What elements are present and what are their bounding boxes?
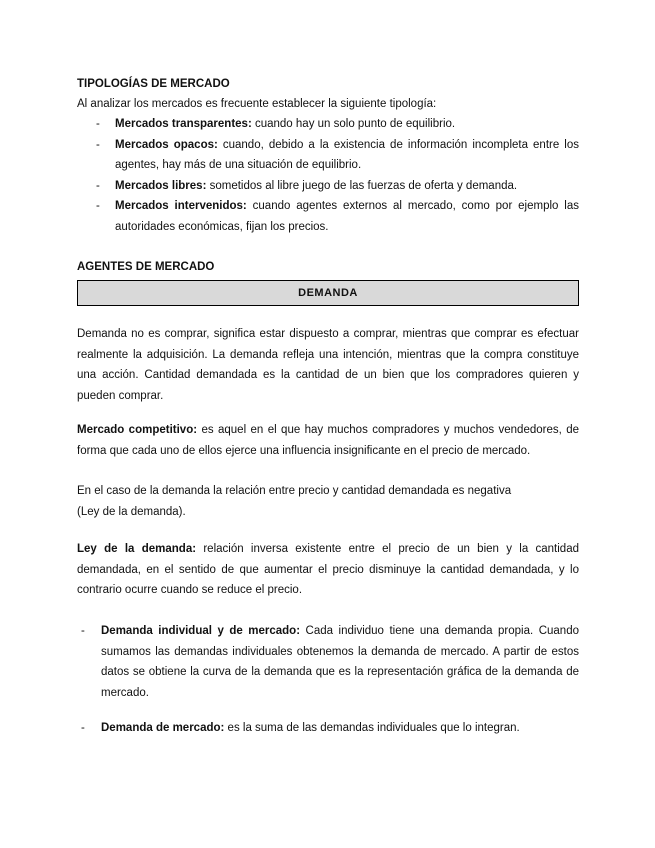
list-item xyxy=(77,135,579,176)
bullet-dash: - xyxy=(81,722,85,734)
list-item xyxy=(77,114,579,135)
bullet-dash: - xyxy=(96,200,100,212)
relacion-line-2: (Ley de la demanda). xyxy=(77,505,186,518)
demanda-list-1 xyxy=(77,621,579,703)
item-term: Mercados transparentes: xyxy=(115,118,252,130)
list-item xyxy=(77,718,579,739)
item-text: cuando, debido a la existencia de información incompleta entre los agentes, hay más de una situación de equilibrio. xyxy=(115,138,579,171)
list-item xyxy=(77,176,579,197)
paragraph-mercado-competitivo xyxy=(77,420,579,461)
demanda-list-2 xyxy=(77,718,579,739)
bullet-dash: - xyxy=(81,625,85,637)
paragraph-ley-demanda xyxy=(77,539,579,601)
list-item xyxy=(77,196,579,237)
item-term: Mercados opacos: xyxy=(115,138,218,151)
item-term: Mercados libres: xyxy=(115,179,207,192)
demanda-banner xyxy=(77,280,579,306)
item-text: Cada individuo tiene una demanda propia. Cuando sumamos las demandas individuales obtenemos la demanda de mercado. A partir de estos datos se obtiene la curva de la demanda que es la representación gráfica de la demanda de mercado. xyxy=(101,625,579,699)
tipologias-list xyxy=(77,114,579,237)
agentes-heading: AGENTES DE MERCADO xyxy=(77,261,215,273)
tipologias-intro: Al analizar los mercados es frecuente establecer la siguiente tipología: xyxy=(77,98,437,110)
bullet-dash: - xyxy=(96,179,100,192)
item-text: cuando agentes externos al mercado, como por ejemplo las autoridades económicas, fijan los precios. xyxy=(115,200,580,233)
tipologias-heading: TIPOLOGÍAS DE MERCADO xyxy=(77,78,230,90)
text-ley-demanda: relación inversa existente entre el precio de un bien y la cantidad demandada, en el sentido de que aumentar el precio disminuye la cantidad demandada, y lo contrario ocurre cuando se reduce el precio. xyxy=(77,543,579,596)
paragraph-relacion xyxy=(77,481,579,522)
relacion-line-1: En el caso de la demanda la relación entre precio y cantidad demandada es negativa xyxy=(77,485,512,497)
banner-title: DEMANDA xyxy=(298,287,358,299)
list-item xyxy=(77,621,579,703)
item-term: Demanda de mercado: xyxy=(101,722,225,734)
term-ley-demanda: Ley de la demanda: xyxy=(77,543,197,555)
bullet-dash: - xyxy=(96,138,100,151)
bullet-dash: - xyxy=(96,118,100,130)
item-text: sometidos al libre juego de las fuerzas de oferta y demanda. xyxy=(206,179,518,192)
term-mercado-competitivo: Mercado competitivo: xyxy=(77,424,198,436)
item-term: Mercados intervenidos: xyxy=(115,200,247,212)
item-text: cuando hay un solo punto de equilibrio. xyxy=(251,118,456,130)
item-text: es la suma de las demandas individuales que lo integran. xyxy=(224,722,520,734)
paragraph-definicion: Demanda no es comprar, significa estar dispuesto a comprar, mientras que comprar es efectuar realmente la adquisición. La demanda refleja una intención, mientras que la compra constituye una acción. Cantidad demandada es la cantidad de un bien que los compradores quieren y pueden comprar. xyxy=(77,328,579,402)
item-term: Demanda individual y de mercado: xyxy=(101,625,301,637)
text-mercado-competitivo: es aquel en el que hay muchos compradores y muchos vendedores, de forma que cada uno de ellos ejerce una influencia insignificante en el precio de mercado. xyxy=(77,424,579,457)
